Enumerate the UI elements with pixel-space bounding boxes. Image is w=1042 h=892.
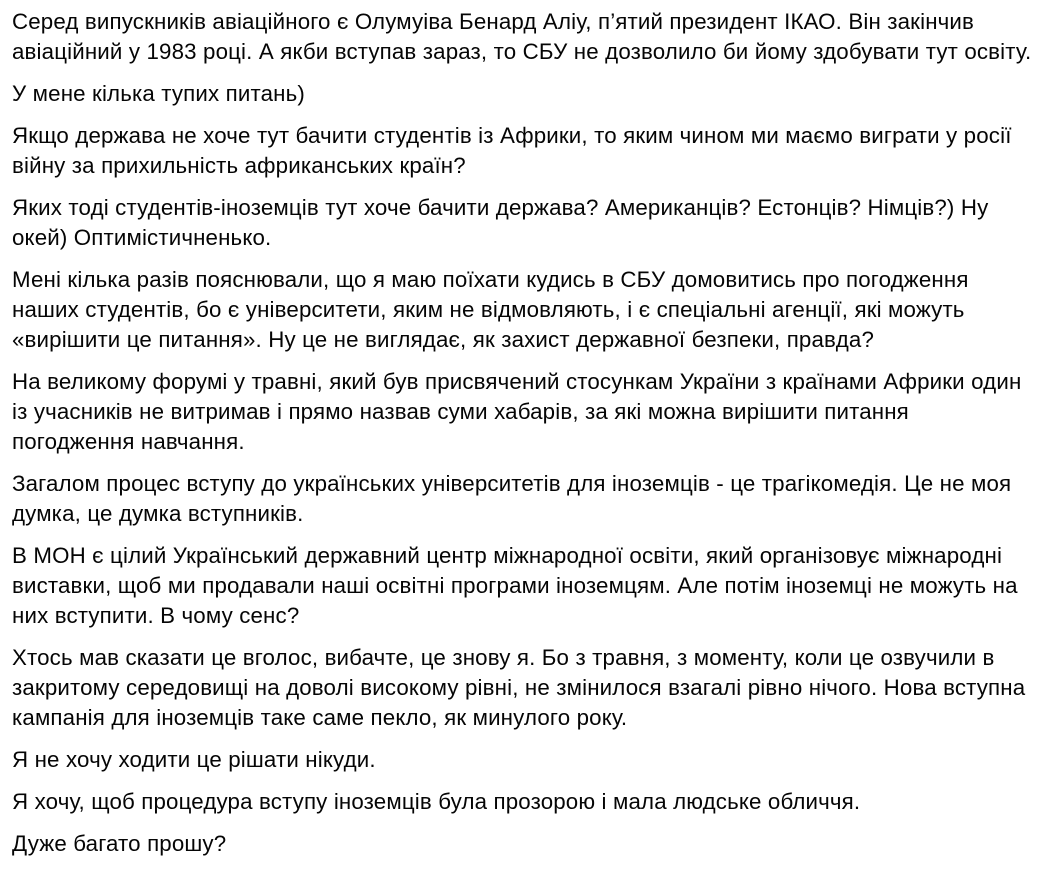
post-paragraph: В МОН є цілий Український державний центр міжнародної освіти, який організовує міжнародні виставки, щоб ми продавали наші освітні програми іноземцям. Але потім іноземці не можуть на них вступити. В чому сенс? bbox=[12, 543, 1018, 628]
post-paragraph: Хтось мав сказати це вголос, вибачте, це знову я. Бо з травня, з моменту, коли це озвучили в закритому середовищі на доволі високому рівні, не змінилося взагалі рівно нічого. Нова вступна кампанія для іноземців таке саме пекло, як минулого року. bbox=[12, 645, 1026, 730]
post-paragraph: У мене кілька тупих питань) bbox=[12, 81, 305, 106]
post-paragraph: Дуже багато прошу? bbox=[12, 831, 227, 856]
post-paragraph: Загалом процес вступу до українських університетів для іноземців - це трагікомедія. Це не моя думка, це думка вступників. bbox=[12, 471, 1012, 526]
post-paragraph: Мені кілька разів пояснювали, що я маю поїхати кудись в СБУ домовитись про погодження наших студентів, бо є університети, яким не відмовляють, і є спеціальні агенції, які можуть «вирішити це питання». Ну це не виглядає, як захист державної безпеки, правда? bbox=[12, 267, 969, 352]
post-paragraph: Серед випускників авіаційного є Олумуіва Бенард Аліу, п’ятий президент ІКАО. Він закінчив авіаційний у 1983 році. А якби вступав зараз, то СБУ не дозволило би йому здобувати тут освіту. bbox=[12, 9, 1032, 64]
post-paragraph: На великому форумі у травні, який був присвячений стосункам України з країнами Африки один із учасників не витримав і прямо назвав суми хабарів, за які можна вирішити питання погодження навчання. bbox=[12, 369, 1022, 454]
post-text bbox=[12, 7, 1032, 871]
post-paragraph: Я хочу, щоб процедура вступу іноземців була прозорою і мала людське обличчя. bbox=[12, 789, 861, 814]
post-paragraph: Я не хочу ходити це рішати нікуди. bbox=[12, 747, 376, 772]
post-paragraph: Яких тоді студентів-іноземців тут хоче бачити держава? Американців? Естонців? Німців?) Ну окей) Оптимістичненько. bbox=[12, 195, 989, 250]
post-paragraph: Якщо держава не хоче тут бачити студентів із Африки, то яким чином ми маємо виграти у росії війну за прихильність африканських країн? bbox=[12, 123, 1012, 178]
